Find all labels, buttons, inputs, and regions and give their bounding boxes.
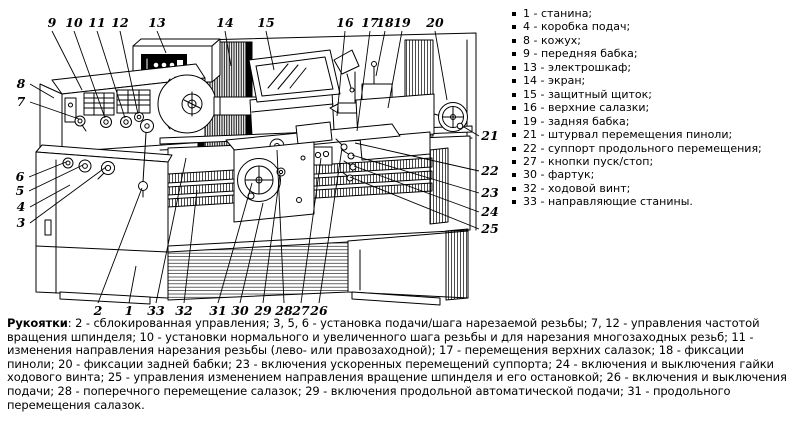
legend-item xyxy=(511,128,788,141)
chuck xyxy=(158,75,216,133)
callout-number-26: 26 xyxy=(310,303,328,315)
legend-item xyxy=(511,47,788,60)
legend-item xyxy=(511,142,788,155)
callout-number-20: 20 xyxy=(426,15,444,30)
callout-number-17: 17 xyxy=(361,15,379,30)
start-stop-buttons xyxy=(312,147,332,165)
legend-item-text: 13 - электрошкаф; xyxy=(523,60,632,74)
caption-line: пиноли; 20 - фиксации задней бабки; 23 - включения ускоренных перемещений суппорта; 24 - включения и выключения гайки xyxy=(7,356,774,371)
square-bullet-icon xyxy=(512,25,516,29)
callout-number-33: 33 xyxy=(147,303,165,315)
legend-item-text: 27 - кнопки пуск/стоп; xyxy=(523,154,654,168)
callout-number-13: 13 xyxy=(148,15,166,30)
legend-item xyxy=(511,88,788,101)
callout-number-5: 5 xyxy=(15,183,25,198)
legend-item xyxy=(511,34,788,47)
callout-number-11: 11 xyxy=(88,15,106,30)
legend-item-text: 33 - направляющие станины. xyxy=(523,195,693,209)
square-bullet-icon xyxy=(512,187,516,191)
callout-number-24: 24 xyxy=(481,204,499,219)
caption-line: Рукоятки: 2 - сблокированная управления; 3, 5, 6 - установка подачи/шага нарезаемой резьбы; 7, 12 - управления частотой xyxy=(7,316,760,330)
callout-number-8: 8 xyxy=(16,76,26,91)
legend xyxy=(511,7,788,209)
legend-item-text: 16 - верхние салазки; xyxy=(523,101,650,115)
right-leg xyxy=(348,229,468,305)
callout-number-1: 1 xyxy=(124,303,134,315)
square-bullet-icon xyxy=(512,173,516,177)
callout-number-28: 28 xyxy=(275,303,293,315)
legend-item-text: 32 - ходовой винт; xyxy=(523,181,631,195)
caption-line: подачи; 28 - поперечного перемещение салазок; 29 - включения продольной автоматической подачи; 31 - продольного xyxy=(7,383,731,398)
square-bullet-icon xyxy=(512,52,516,56)
legend-item-text: 30 - фартук; xyxy=(523,168,595,182)
callout-number-4: 4 xyxy=(16,199,26,214)
square-bullet-icon xyxy=(512,106,516,110)
caption-line: вращения шпинделя; 10 - установки нормального и увеличенного шага резьбы и для нарезания многозаходных резьб; 11 - xyxy=(7,329,754,344)
legend-item-text: 22 - суппорт продольного перемещения; xyxy=(523,141,762,155)
legend-item xyxy=(511,155,788,168)
callout-number-32: 32 xyxy=(175,303,193,315)
legend-item-text: 9 - передняя бабка; xyxy=(523,47,638,61)
callout-number-22: 22 xyxy=(481,163,499,178)
callout-number-19: 19 xyxy=(393,15,411,30)
legend-item-text: 21 - штурвал перемещения пиноли; xyxy=(523,128,733,142)
legend-list xyxy=(511,7,788,209)
callout-number-12: 12 xyxy=(111,15,129,30)
caption-line: перемещения салазок. xyxy=(7,397,145,412)
callout-number-6: 6 xyxy=(15,169,25,184)
square-bullet-icon xyxy=(512,39,516,43)
legend-item-text: 14 - экран; xyxy=(523,74,586,88)
lathe-drawing xyxy=(0,0,510,315)
callout-number-21: 21 xyxy=(481,128,499,143)
callout-number-3: 3 xyxy=(16,215,26,230)
square-bullet-icon xyxy=(512,12,516,16)
callout-number-27: 27 xyxy=(292,303,310,315)
callout-number-30: 30 xyxy=(231,303,249,315)
legend-item xyxy=(511,195,788,208)
tailstock-handwheel xyxy=(439,103,468,132)
callout-number-16: 16 xyxy=(336,15,354,30)
square-bullet-icon xyxy=(512,133,516,137)
callout-number-23: 23 xyxy=(481,185,499,200)
apron-handwheel xyxy=(238,159,281,202)
leader-line-18 xyxy=(376,31,385,76)
callout-number-15: 15 xyxy=(257,15,275,30)
legend-item xyxy=(511,101,788,114)
legend-item-text: 4 - коробка подач; xyxy=(523,20,631,34)
caption-line: изменения направления нарезания резьбы (лево- или правозаходной); 17 - перемещения верхних салазок; 18 - фиксации xyxy=(7,343,744,358)
legend-item xyxy=(511,168,788,181)
square-bullet-icon xyxy=(512,93,516,97)
square-bullet-icon xyxy=(512,66,516,70)
leader-line-20 xyxy=(435,31,447,100)
legend-item xyxy=(511,20,788,33)
legend-item-text: 15 - защитный щиток; xyxy=(523,87,652,101)
legend-item xyxy=(511,182,788,195)
legend-item-text: 8 - кожух; xyxy=(523,33,581,47)
callout-number-2: 2 xyxy=(93,303,103,315)
legend-item xyxy=(511,61,788,74)
caption xyxy=(7,317,789,412)
square-bullet-icon xyxy=(512,79,516,83)
callout-number-25: 25 xyxy=(481,221,499,236)
callout-number-10: 10 xyxy=(65,15,83,30)
apron xyxy=(234,142,314,222)
callout-number-9: 9 xyxy=(47,15,57,30)
legend-item xyxy=(511,74,788,87)
callout-number-14: 14 xyxy=(216,15,234,30)
legend-item-text: 1 - станина; xyxy=(523,7,593,20)
caption-lead: Рукоятки xyxy=(7,316,68,330)
legend-item-text: 19 - задняя бабка; xyxy=(523,114,630,128)
legend-item xyxy=(511,115,788,128)
square-bullet-icon xyxy=(512,120,516,124)
callout-number-31: 31 xyxy=(209,303,227,315)
callout-number-18: 18 xyxy=(376,15,394,30)
square-bullet-icon xyxy=(512,147,516,151)
square-bullet-icon xyxy=(512,160,516,164)
caption-line: ходового винта; 25 - управления изменением направления вращение шпинделя и его остановкой; 26 - включения и выключения xyxy=(7,370,787,385)
callout-number-29: 29 xyxy=(254,303,272,315)
legend-item xyxy=(511,7,788,20)
callout-number-7: 7 xyxy=(16,94,26,109)
square-bullet-icon xyxy=(512,200,516,204)
